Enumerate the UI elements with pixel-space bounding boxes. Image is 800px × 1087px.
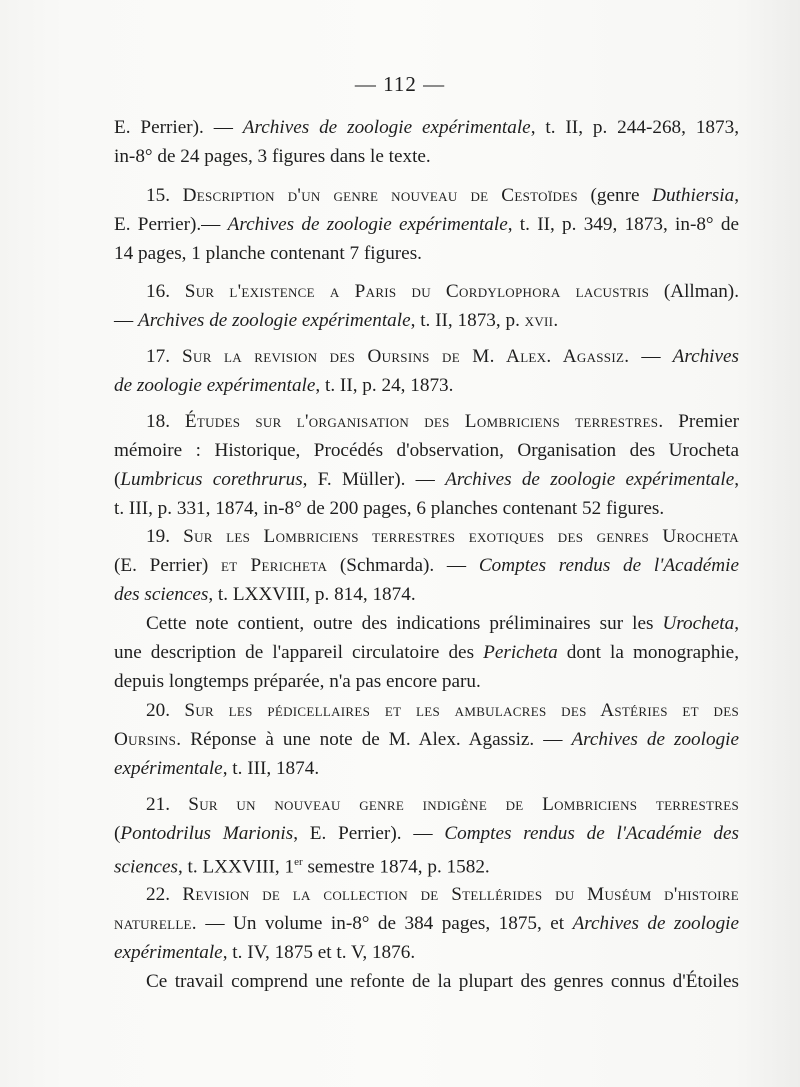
bibliography-entry-15 — [114, 181, 739, 268]
bibliography-entry-continuation — [114, 113, 739, 171]
bibliography-entry-18 — [114, 407, 739, 523]
entry-line: in-8° de 24 pages, 3 figures dans le texte. — [114, 146, 431, 167]
entry-title: Revision de la collection de Stellérides du Muséum d'histoire — [182, 884, 739, 905]
entry-number: 16. — [146, 281, 170, 302]
entry-line: Oursins. Réponse à une note de M. Alex. Agassiz. — Archives de zoologie — [114, 729, 740, 750]
entry-number: 19. — [146, 526, 170, 547]
bibliography-entry-21 — [114, 790, 739, 881]
entry-number: 22. — [146, 884, 170, 905]
bibliography-entry-16 — [114, 277, 739, 335]
entry-line: 17. Sur la revision des Oursins de M. Alex. Agassiz. — Archives — [146, 346, 740, 367]
entry-line: sciences, t. LXXVIII, 1er semestre 1874, p. 1582. — [114, 856, 490, 878]
entry-line — [114, 880, 739, 909]
entry-line: (E. Perrier) et Pericheta (Schmarda). — Comptes rendus de l'Académie — [114, 555, 739, 576]
entry-number: 20. — [146, 700, 170, 721]
entry-number: 18. — [146, 411, 170, 432]
entry-note-line: depuis longtemps préparée, n'a pas encore paru. — [114, 671, 481, 692]
entry-line: E. Perrier).— Archives de zoologie expérimentale, t. II, p. 349, 1873, in-8° de — [114, 214, 739, 235]
bibliography-entry-22 — [114, 880, 739, 996]
entry-line: de zoologie expérimentale, t. II, p. 24, 1873. — [114, 375, 454, 396]
entry-note-line: Ce travail comprend une refonte de la plupart des genres connus d'Étoiles — [146, 971, 739, 992]
entry-line: 15. Description d'un genre nouveau de Cestoïdes (genre Duthiersia, — [146, 185, 739, 206]
page-number: — 112 — — [354, 72, 446, 96]
entry-title: Sur les Lombriciens terrestres exotiques des genres Urocheta — [183, 526, 739, 547]
entry-line: (Pontodrilus Marionis, E. Perrier). — Comptes rendus de l'Académie des — [114, 823, 739, 844]
entry-title: Description d'un genre nouveau de Cestoïdes — [182, 185, 578, 206]
entry-line: des sciences, t. LXXVIII, p. 814, 1874. — [114, 584, 416, 605]
entry-title: Sur les pédicellaires et les ambulacres des Astéries et des — [184, 700, 740, 721]
entry-title: Sur l'existence a Paris du Cordylophora lacustris — [184, 281, 650, 302]
entry-line — [114, 522, 739, 551]
entry-line: 18. Études sur l'organisation des Lombriciens terrestres. Premier — [146, 411, 739, 432]
entry-note-line: Cette note contient, outre des indications préliminaires sur les Urocheta, — [146, 613, 739, 634]
entry-number: 17. — [146, 346, 170, 367]
entry-number: 21. — [146, 794, 170, 815]
entry-line: — Archives de zoologie expérimentale, t. II, 1873, p. xvii. — [114, 310, 559, 331]
bibliography-entry-17 — [114, 342, 739, 400]
entry-line — [114, 696, 739, 725]
entry-line: (Lumbricus corethrurus, F. Müller). — Archives de zoologie expérimentale, — [114, 469, 740, 490]
bibliography-entry-19 — [114, 522, 739, 696]
entry-line: expérimentale, t. III, 1874. — [114, 758, 320, 779]
entry-line: mémoire : Historique, Procédés d'observation, Organisation des Urocheta — [114, 440, 739, 461]
entry-line: 16. Sur l'existence a Paris du Cordylophora lacustris (Allman). — [146, 281, 739, 302]
entry-title: Sur la revision des Oursins de M. Alex. Agassiz. — [182, 346, 630, 367]
entry-line: t. III, p. 331, 1874, in-8° de 200 pages, 6 planches contenant 52 figures. — [114, 498, 665, 519]
entry-title: Sur un nouveau genre indigène de Lombriciens terrestres — [188, 794, 740, 815]
entry-line: 14 pages, 1 planche contenant 7 figures. — [114, 243, 422, 264]
entry-line: E. Perrier). — Archives de zoologie expérimentale, t. II, p. 244-268, 1873, — [114, 117, 739, 138]
entry-title: Études sur l'organisation des Lombriciens terrestres. — [184, 411, 664, 432]
entry-number: 15. — [146, 185, 170, 206]
entry-line — [114, 790, 739, 819]
entry-note-line: une description de l'appareil circulatoire des Pericheta dont la monographie, — [114, 642, 739, 663]
entry-line: expérimentale, t. IV, 1875 et t. V, 1876. — [114, 942, 416, 963]
bibliography-entry-20 — [114, 696, 739, 783]
entry-line: naturelle. — Un volume in-8° de 384 pages, 1875, et Archives de zoologie — [114, 913, 740, 934]
